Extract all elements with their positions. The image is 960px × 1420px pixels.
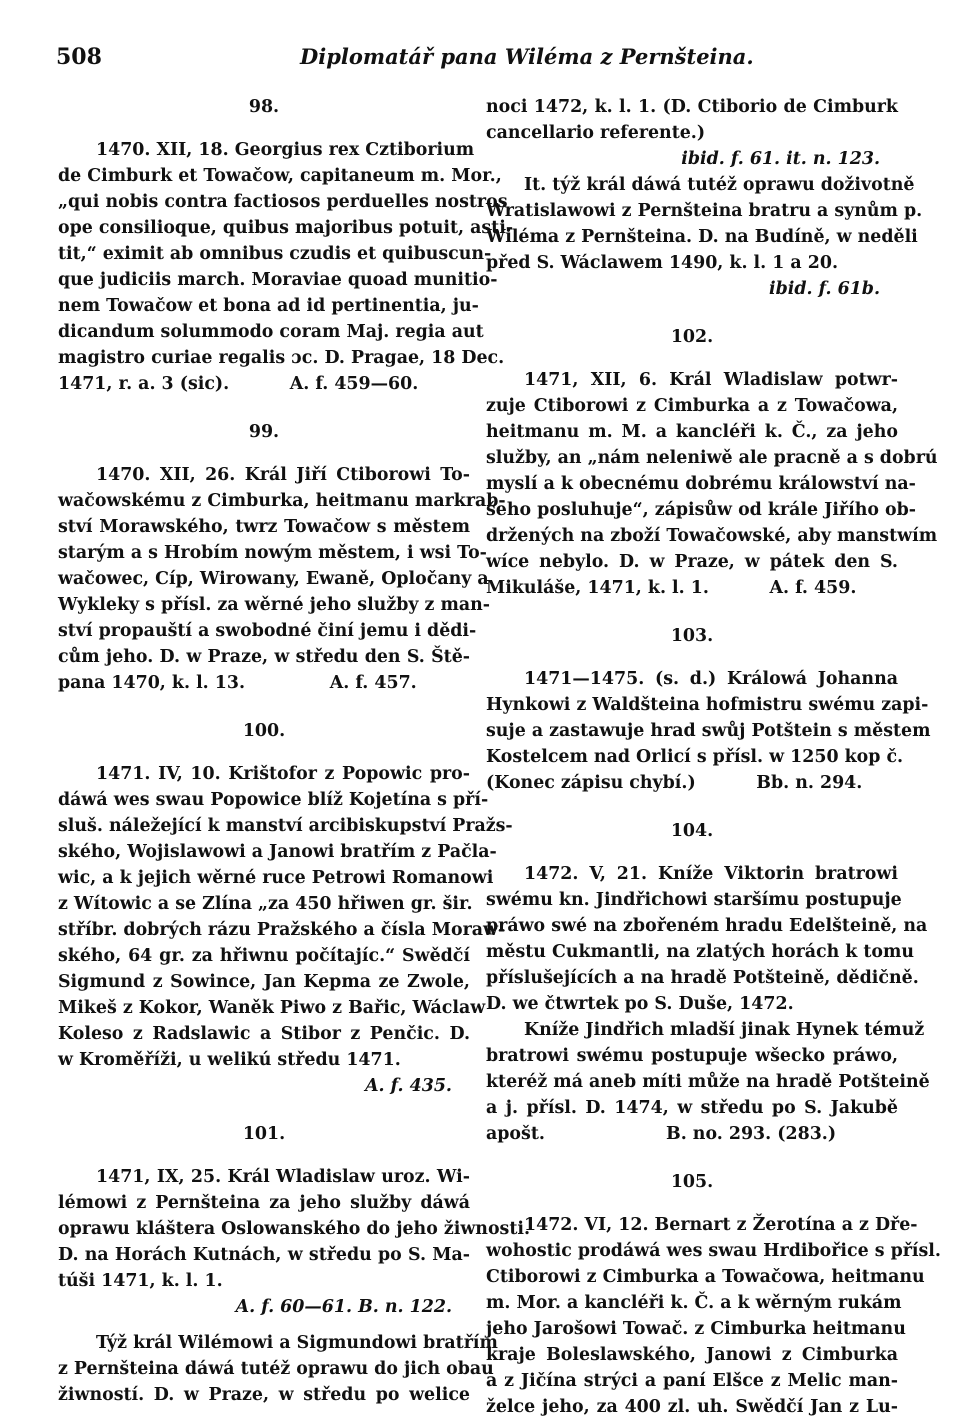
text-line: 1471, XII, 6. Král Wladislaw potwr- bbox=[524, 370, 898, 390]
text-line: kraje Boleslawského, Janowi z Cimburka bbox=[486, 1345, 898, 1365]
entry-number: 100. bbox=[242, 721, 286, 741]
text-line: Týž král Wilémowi a Sigmundowi bratřím bbox=[96, 1333, 498, 1353]
text-line: noci 1472, k. l. 1. (D. Ctiborio de Cimburk bbox=[486, 97, 898, 117]
text-line: 1471. IV, 10. Krištofor z Popowic pro- bbox=[96, 764, 470, 784]
text-line: que judiciis march. Moraviae quoad munitio- bbox=[58, 270, 498, 290]
text-line: jeho Jarošowi Towač. z Cimburka heitmanu bbox=[486, 1319, 906, 1339]
text-line: m. Mor. a kancléři k. Č. a k wěrným rukám bbox=[486, 1293, 902, 1313]
text-line: Kostelcem nad Orlicí s přísl. w 1250 kop č. bbox=[486, 747, 904, 767]
text-line: Mikuláše, 1471, k. l. 1. A. f. 459. bbox=[486, 578, 857, 598]
text-line: městu Cukmantli, na zlatých horách k tomu bbox=[486, 942, 915, 962]
text-line: w Kroměříži, u welikú středu 1471. bbox=[58, 1050, 401, 1070]
entry-99 bbox=[58, 419, 506, 696]
entry-103 bbox=[486, 623, 931, 796]
text-line: (Konec zápisu chybí.) Bb. n. 294. bbox=[486, 773, 863, 793]
entry-number: 102. bbox=[670, 327, 714, 347]
text-line: 1471, IX, 25. Král Wladislaw uroz. Wi- bbox=[96, 1167, 470, 1187]
entry-101-continued bbox=[486, 94, 923, 302]
text-line: apošt. B. no. 293. (283.) bbox=[486, 1124, 837, 1144]
text-line: šeho posluhuje“, zápisůw od krále Jiřího ob- bbox=[486, 500, 916, 520]
text-line: Sigmund z Sowince, Jan Kepma ze Zwole, bbox=[58, 972, 470, 992]
text-line: 1470. XII, 18. Georgius rex Cztiborium bbox=[96, 140, 475, 160]
text-line: „qui nobis contra factiosos perduelles nostros bbox=[58, 192, 508, 212]
text-line: kteréž má aneb míti může na hradě Potšteině bbox=[486, 1072, 930, 1092]
entry-105 bbox=[486, 1169, 941, 1420]
text-line: nem Towačow et bona ad id pertinentia, ju- bbox=[58, 296, 479, 316]
right-column bbox=[486, 94, 941, 1420]
text-line: 1471, r. a. 3 (sic). A. f. 459—60. bbox=[58, 374, 419, 394]
entry-number: 105. bbox=[670, 1172, 714, 1192]
text-line: suje a zastawuje hrad swůj Potštein s městem bbox=[486, 721, 931, 741]
entry-number: 99. bbox=[248, 422, 280, 442]
text-line: 1471—1475. (s. d.) Králowá Johanna bbox=[524, 669, 898, 689]
text-line: Hynkowi z Waldšteina hofmistru swému zapi- bbox=[486, 695, 929, 715]
entry-101 bbox=[58, 1121, 531, 1408]
text-line: tit,“ eximit ab omnibus czudis et quibuscun- bbox=[58, 244, 492, 264]
page-number: 508 bbox=[56, 44, 102, 70]
text-line: Wratislawowi z Pernšteina bratru a synům p. bbox=[486, 201, 923, 221]
text-line: wic, a k jejich wěrné ruce Petrowi Romanowi bbox=[58, 868, 494, 888]
left-column bbox=[58, 94, 531, 1408]
entry-number: 104. bbox=[670, 821, 714, 841]
text-line: heitmanu m. M. a kancléři k. Č., za jeho bbox=[486, 422, 898, 442]
text-line: Ctiborowi z Cimburka a Towačowa, heitmanu bbox=[486, 1267, 925, 1287]
entry-number: 101. bbox=[242, 1124, 286, 1144]
text-line: ství Morawského, twrz Towačow s městem bbox=[58, 517, 470, 537]
source-reference: ibid. f. 61b. bbox=[768, 279, 880, 299]
source-reference: A. f. 435. bbox=[365, 1076, 452, 1096]
text-line: stříbr. dobrých rázu Pražského a čísla Moraw- bbox=[58, 920, 506, 940]
text-line: túši 1471, k. l. 1. bbox=[58, 1271, 223, 1291]
text-line: swému kn. Jindřichowi staršímu postupuje bbox=[486, 890, 902, 910]
text-line: cancellario referente.) bbox=[486, 123, 706, 143]
entry-98 bbox=[58, 94, 514, 397]
text-line: zuje Ctiborowi z Cimburka a z Towačowa, bbox=[486, 396, 898, 416]
text-line: příslušejících a na hradě Potšteině, dědičně. bbox=[486, 968, 919, 988]
text-line: ství propauští a swobodné činí jemu i dědi- bbox=[58, 621, 477, 641]
text-line: It. týž král dáwá tutéž oprawu doživotně bbox=[524, 175, 915, 195]
entry-number: 98. bbox=[248, 97, 280, 117]
text-line: před S. Wáclawem 1490, k. l. 1 a 20. bbox=[486, 253, 839, 273]
entry-104 bbox=[486, 818, 930, 1147]
entry-100 bbox=[58, 718, 513, 1099]
text-line: wačowec, Cíp, Wirowany, Ewaně, Opločany a bbox=[58, 569, 489, 589]
text-line: cům jeho. D. w Praze, w středu den S. Ště- bbox=[58, 647, 470, 667]
running-title: Diplomatář pana Wiléma z Pernšteina. bbox=[300, 44, 754, 69]
text-line: D. na Horách Kutnách, w středu po S. Ma- bbox=[58, 1245, 470, 1265]
text-line: sluš. náležející k manství arcibiskupství Pražs- bbox=[58, 816, 513, 836]
text-line: ského, 64 gr. za hřiwnu počítajíc.“ Swědčí bbox=[58, 946, 470, 966]
source-reference: A. f. 60—61. B. n. 122. bbox=[235, 1297, 452, 1317]
text-line: magistro curiae regalis ɔc. D. Pragae, 18 Dec. bbox=[58, 348, 505, 368]
text-line: práwo swé na zbořeném hradu Edelšteině, na bbox=[486, 916, 928, 936]
text-line: žiwností. D. w Praze, w středu po welice bbox=[58, 1385, 470, 1405]
entry-number: 103. bbox=[670, 626, 714, 646]
text-line: z Pernšteina dáwá tutéž oprawu do jich obau bbox=[58, 1359, 494, 1379]
text-line: wačowskému z Cimburka, heitmanu markrab- bbox=[58, 491, 506, 511]
text-line: Wykleky s přísl. za wěrné jeho služby z man- bbox=[58, 595, 490, 615]
text-line: myslí a k obecnému dobrému králowství na- bbox=[486, 474, 916, 494]
text-line: Mikeš z Kokor, Waněk Piwo z Bařic, Wáclaw bbox=[58, 998, 486, 1018]
text-line: Koleso z Radslawic a Stibor z Penčic. D. bbox=[58, 1024, 470, 1044]
text-line: starým a s Hrobím nowým městem, i wsi To- bbox=[58, 543, 487, 563]
source-reference: ibid. f. 61. it. n. 123. bbox=[681, 149, 880, 169]
text-line: de Cimburk et Towačow, capitaneum m. Mor., bbox=[58, 166, 502, 186]
text-line: pana 1470, k. l. 13. A. f. 457. bbox=[58, 673, 417, 693]
text-line: služby, an „nám neleniwě ale pracně a s dobrú bbox=[486, 448, 938, 468]
text-line: oprawu kláštera Oslowanského do jeho žiwnosti. bbox=[58, 1219, 531, 1239]
text-line: želce jeho, za 400 zl. uh. Swědčí Jan z Lu- bbox=[486, 1397, 898, 1417]
text-line: ope consilioque, quibus majoribus potuit, asti- bbox=[58, 218, 514, 238]
text-line: a j. přísl. D. 1474, w středu po S. Jakubě bbox=[486, 1098, 898, 1118]
text-line: 1472. V, 21. Kníže Viktorin bratrowi bbox=[524, 864, 898, 884]
text-line: 1472. VI, 12. Bernart z Žerotína a z Dře- bbox=[524, 1215, 918, 1235]
text-line: wíce nebylo. D. w Praze, w pátek den S. bbox=[486, 552, 898, 572]
text-line: D. we čtwrtek po S. Duše, 1472. bbox=[486, 994, 794, 1014]
text-line: lémowi z Pernšteina za jeho služby dáwá bbox=[58, 1193, 470, 1213]
text-line: z Wítowic a se Zlína „za 450 hřiwen gr. šir. bbox=[58, 894, 473, 914]
text-line: bratrowi swému postupuje wšecko práwo, bbox=[486, 1046, 898, 1066]
text-line: wohostic prodáwá wes swau Hrdibořice s přísl. bbox=[486, 1241, 941, 1261]
text-line: Kníže Jindřich mladší jinak Hynek témuž bbox=[524, 1020, 925, 1040]
text-line: držených na zboží Towačowské, aby manstwím bbox=[486, 526, 938, 546]
text-line: dicandum solummodo coram Maj. regia aut bbox=[58, 322, 484, 342]
text-line: 1470. XII, 26. Král Jiří Ctiborowi To- bbox=[96, 465, 470, 485]
text-line: a z Jičína strýci a paní Elšce z Melic man- bbox=[486, 1371, 898, 1391]
text-line: dáwá wes swau Popowice blíž Kojetína s pří- bbox=[58, 790, 489, 810]
text-line: ského, Wojislawowi a Janowi bratřím z Pačla- bbox=[58, 842, 497, 862]
text-line: Wiléma z Pernšteina. D. na Budíně, w neděli bbox=[486, 227, 918, 247]
entry-102 bbox=[486, 324, 938, 601]
